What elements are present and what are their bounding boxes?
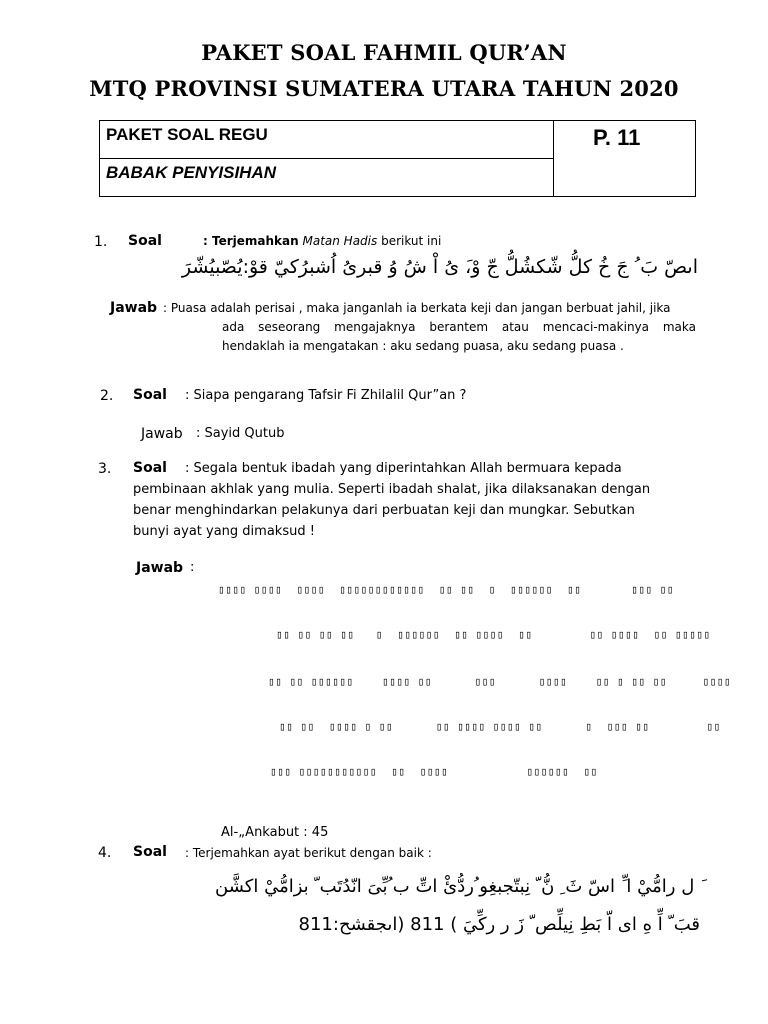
- question-2-jawab-label: Jawab: [141, 426, 183, 442]
- question-2-soal-label: Soal: [133, 387, 167, 403]
- answer-glyph-line-1: ▯▯▯▯ ▯▯▯▯ ▯▯▯▯ ▯▯▯▯▯▯▯▯▯▯▯▯ ▯▯ ▯▯ ▯ ▯▯▯▯▯▯ ▯▯ ▯▯▯ ▯▯: [218, 583, 674, 596]
- paket-label: PAKET SOAL REGU: [106, 125, 268, 144]
- question-3-number: 3.: [98, 461, 112, 477]
- package-code: P. 11: [593, 125, 641, 150]
- question-3-text-line-1: : Segala bentuk ibadah yang diperintahkan Allah bermuara kepada: [185, 461, 622, 476]
- question-4-arabic-line-1: َ ل رامُّيْ ا ِّ اسّ ثَ ِ نُّ ّ نِبتّجبغِو ُردُّئْ اتِّ ب ُبِّىَ انّدُتَب ّ بزامُّيْ اكشَّن: [215, 876, 700, 897]
- question-1-instruction-suffix: berikut ini: [381, 234, 442, 248]
- question-3-text-line-3: benar menghindarkan pelakunya dari perbuatan keji dan mungkar. Sebutkan: [133, 503, 635, 518]
- answer-glyph-line-2: ▯▯ ▯▯ ▯▯ ▯▯ ▯ ▯▯▯▯▯▯ ▯▯ ▯▯▯▯ ▯▯ ▯▯ ▯▯▯▯ ▯▯ ▯▯▯▯▯: [276, 628, 711, 641]
- question-4-number: 4.: [98, 845, 112, 861]
- document-title-line-1: PAKET SOAL FAHMIL QUR’AN: [201, 40, 567, 65]
- babak-label: BABAK PENYISIHAN: [106, 163, 277, 182]
- question-1-number: 1.: [94, 234, 108, 250]
- document-title-line-2: MTQ PROVINSI SUMATERA UTARA TAHUN 2020: [89, 76, 679, 101]
- answer-glyph-line-3: ▯▯ ▯▯ ▯▯▯▯▯▯ ▯▯▯▯ ▯▯ ▯▯▯ ▯▯▯▯ ▯▯ ▯ ▯▯ ▯▯ ▯▯▯▯: [268, 675, 731, 688]
- question-1-soal-label: Soal: [128, 233, 162, 249]
- question-3-jawab-label: Jawab: [136, 560, 184, 576]
- info-box-divider-vertical: [553, 121, 554, 196]
- answer-glyph-line-4: ▯▯ ▯▯ ▯▯▯▯ ▯ ▯▯ ▯▯ ▯▯▯▯ ▯▯▯▯ ▯▯ ▯ ▯▯▯ ▯▯ ▯▯: [279, 720, 721, 733]
- question-2-text: : Siapa pengarang Tafsir Fi Zhilalil Qur”an ?: [185, 388, 467, 403]
- question-1-instruction: [203, 234, 441, 248]
- question-3-jawab-colon: :: [190, 560, 195, 575]
- question-1-arabic-text: اںصّ بَ ُ جَ خُ كلُّ شّكشُلُّ جّ وْ،َ ىُ اْ شُ وُ قبرىُ اُشبرُكيّ قوْ:یُصّبیُشّرَ: [181, 256, 698, 278]
- question-1-instruction-prefix: : Terjemahkan: [203, 234, 299, 248]
- surah-reference: Al-„Ankabut : 45: [221, 825, 329, 840]
- question-1-answer-line-3: hendaklah ia mengatakan : aku sedang puasa, aku sedang puasa .: [222, 339, 624, 353]
- question-1-answer-line-2: ada seseorang mengajaknya berantem atau mencaci-makinya maka: [222, 320, 696, 334]
- question-1-jawab-label: Jawab: [110, 300, 158, 316]
- question-4-soal-label: Soal: [133, 844, 167, 860]
- question-2-number: 2.: [100, 388, 114, 404]
- answer-glyph-line-5: ▯▯▯ ▯▯▯▯▯▯▯▯▯▯▯ ▯▯ ▯▯▯▯ ▯▯▯▯▯▯ ▯▯: [270, 765, 598, 778]
- question-1-instruction-italic: Matan Hadis: [302, 234, 378, 248]
- question-3-text-line-4: bunyi ayat yang dimaksud !: [133, 524, 315, 539]
- question-1-answer-line-1: : Puasa adalah perisai , maka janganlah ia berkata keji dan jangan berbuat jahil, jika: [163, 301, 671, 315]
- question-4-text: : Terjemahkan ayat berikut dengan baik :: [185, 846, 432, 860]
- question-3-soal-label: Soal: [133, 460, 167, 476]
- info-box: [99, 120, 696, 197]
- question-4-arabic-line-2: قبَ ّ اِّ هِ اى اّ بَطِ نِیلِّص ّ زَ ر رکِّيَ ) 811 (اںجقشح:811: [298, 914, 700, 935]
- question-2-answer: : Sayid Qutub: [196, 426, 285, 441]
- info-box-divider-horizontal: [100, 158, 553, 159]
- question-3-text-line-2: pembinaan akhlak yang mulia. Seperti ibadah shalat, jika dilaksanakan dengan: [133, 482, 651, 497]
